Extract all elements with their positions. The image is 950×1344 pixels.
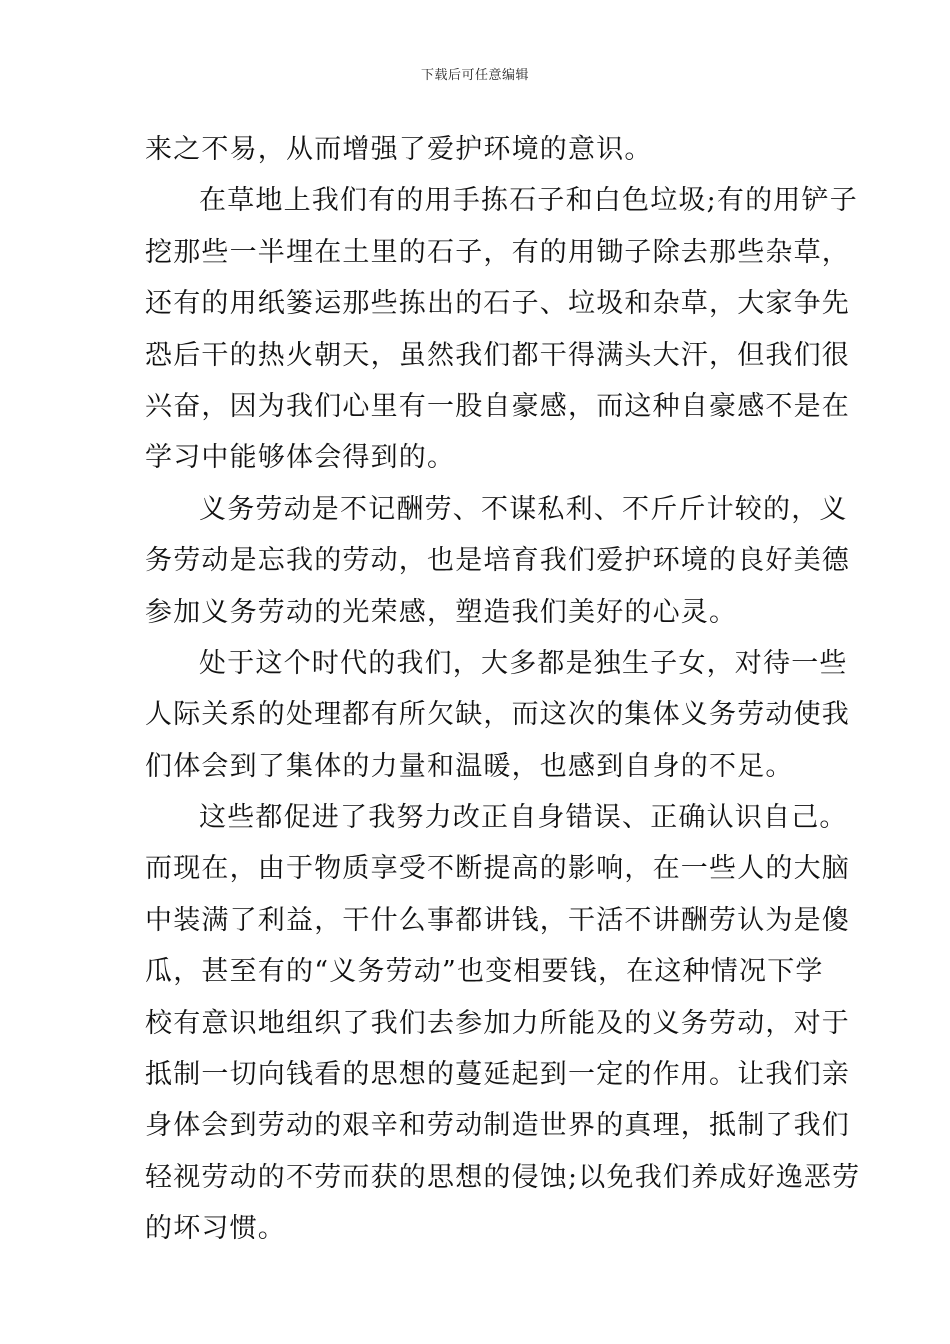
text-line: 瓜，甚至有的“义务劳动”也变相要钱，在这种情况下学 xyxy=(145,956,824,988)
text-line: 兴奋，因为我们心里有一股自豪感，而这种自豪感不是在 xyxy=(145,390,850,422)
text-line: 的坏习惯。 xyxy=(145,1213,286,1245)
text-line: 来之不易，从而增强了爱护环境的意识。 xyxy=(145,134,653,165)
text-line: 这些都促进了我努力改正自身错误、正确认识自己。 xyxy=(199,802,848,834)
text-line: 人际关系的处理都有所欠缺，而这次的集体义务劳动使我 xyxy=(145,699,850,731)
text-line: 还有的用纸篓运那些拣出的石子、垃圾和杂草，大家争先 xyxy=(145,288,850,320)
header-note: 下载后可任意编辑 xyxy=(420,68,529,83)
text-line: 轻视劳动的不劳而获的思想的侵蚀;以免我们养成好逸恶劳 xyxy=(145,1161,861,1193)
text-line: 参加义务劳动的光荣感，塑造我们美好的心灵。 xyxy=(145,596,738,628)
text-line: 中装满了利益，干什么事都讲钱，干活不讲酬劳认为是傻 xyxy=(145,904,850,936)
body-text xyxy=(145,124,861,1255)
text-line: 校有意识地组织了我们去参加力所能及的义务劳动，对于 xyxy=(145,1007,850,1039)
text-line: 们体会到了集体的力量和温暖，也感到自身的不足。 xyxy=(145,750,794,782)
text-line: 恐后干的热火朝天，虽然我们都干得满头大汗，但我们很 xyxy=(145,339,850,371)
text-line: 义务劳动是不记酬劳、不谋私利、不斤斤计较的，义 xyxy=(199,493,848,525)
text-line: 抵制一切向钱看的思想的蔓延起到一定的作用。让我们亲 xyxy=(145,1059,850,1091)
text-line: 挖那些一半埋在土里的石子，有的用锄子除去那些杂草， xyxy=(145,236,850,268)
text-line: 身体会到劳动的艰辛和劳动制造世界的真理，抵制了我们 xyxy=(145,1110,850,1142)
text-line: 务劳动是忘我的劳动，也是培育我们爱护环境的良好美德 xyxy=(145,545,850,577)
text-line: 而现在，由于物质享受不断提高的影响，在一些人的大脑 xyxy=(145,853,850,885)
text-line: 处于这个时代的我们，大多都是独生子女，对待一些 xyxy=(199,647,848,679)
text-line: 学习中能够体会得到的。 xyxy=(145,442,456,474)
text-line: 在草地上我们有的用手拣石子和白色垃圾;有的用铲子 xyxy=(199,185,858,217)
